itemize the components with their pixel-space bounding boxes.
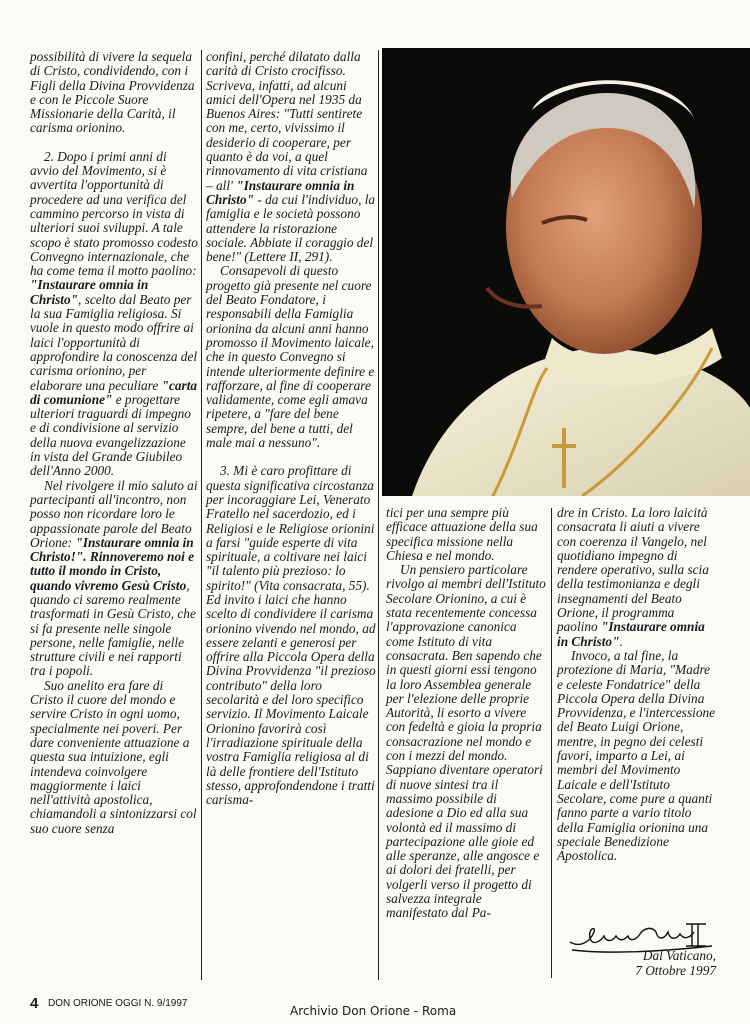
- paragraph: [30, 679, 198, 836]
- bold-text: "Instaurare omnia in Christo!". Rinnoveremo noi e tutto il mondo in Cristo, quando vivremo Gesù Cristo: [30, 534, 195, 593]
- column-rule: [551, 508, 552, 978]
- paragraph: [386, 563, 546, 920]
- paragraph: [206, 50, 376, 264]
- bold-text: "Instaurare omnia in Christo": [206, 177, 355, 207]
- text-run: confini, perché dilatato dalla carità di Cristo crocifisso. Scriveva, infatti, ad alcuni amici dell'Opera nel 1935 da Buenos Aires: "Tutti sentirete con me, certo, vivissimo il desiderio di cooperare, per quanto è da voi, a quel rinnovamento di vita cristiana – all': [206, 49, 368, 193]
- text-run: Invoco, a tal fine, la protezione di Maria, "Madre e celeste Fondatrice" della Piccola Opera della Divina Provvidenza, e l'intercessione del Beato Luigi Orione, mentre, in pegno dei celesti favori, imparto a Lei, ai membri del Movimento Laicale e dell'Istituto Secolare, come pure a quanti fanno parte a vario titolo della Famiglia orionina una speciale Benedizione Apostolica.: [557, 647, 716, 864]
- bold-text: "Instaurare omnia in Christo": [557, 619, 705, 649]
- dateline-date: 7 Ottobre 1997: [635, 963, 716, 978]
- paragraph: [30, 50, 198, 136]
- text-column-3: [386, 506, 546, 921]
- pope-photo: [382, 48, 750, 496]
- paragraph: [206, 264, 376, 450]
- paragraph: [206, 464, 376, 807]
- bold-text: "carta di comunione": [30, 377, 198, 407]
- paragraph: [30, 150, 198, 479]
- text-column-2: [206, 50, 376, 807]
- text-run: Suo anelito era fare di Cristo il cuore del mondo e servire Cristo in ogni uomo, specialmente nei poveri. Per dare conveniente attuazione a questa sua intuizione, egli intendeva coinvolgere maggiormente i laici nell'attività apostolica, chiamandoli a sintonizzarsi col suo cuore senza: [30, 677, 197, 836]
- text-run: - da cui l'individuo, la famiglia e le società possono attendere la ristorazione sociale. Abbiate il coraggio del bene!" (Lettere II, 291).: [206, 191, 376, 265]
- text-run: Nel rivolgere il mio saluto ai partecipanti all'incontro, non posso non ricordare loro le appassionate parole del Beato Orione:: [30, 477, 198, 550]
- column-rule: [201, 50, 202, 980]
- portrait-illustration: [382, 48, 750, 496]
- dateline-place: Dal Vaticano,: [642, 948, 716, 963]
- text-run: possibilità di vivere la sequela di Cristo, condividendo, con i Figli della Divina Provvidenza e con le Piccole Suore Missionarie della Carità, il carisma orionino.: [30, 49, 195, 136]
- text-run: Un pensiero particolare rivolgo ai membri dell'Istituto Secolare Orionino, a cui è stata recentemente concessa l'approvazione canonica come Istituto di vita consacrata. Ben sapendo che in questi giorni essi tengono la loro Assemblea generale per l'elezione delle proprie Autorità, li esorto a vivere con fedeltà e gioia la propria consacrazione nel mondo e con i mezzi del mondo. Sappiano diventare operatori di nuove sintesi tra il massimo possibile di adesione a Dio ed alla sua volontà ed il massimo di partecipazione alle gioie ed alle speranze, alle angosce e ai dolori dei fratelli, per volgerli verso il progetto di salvezza integrale manifestato dal Pa-: [386, 562, 546, 921]
- paragraph: [30, 479, 198, 679]
- text-run: .: [619, 633, 623, 649]
- page-number: 4: [30, 995, 39, 1012]
- text-run: 3. Mi è caro profittare di questa significativa circostanza per incoraggiare Lei, Venerato Fratello nel sacerdozio, ed i Religiosi e le Religiose orionini a farsi "guide esperte di vita spirituale, a coltivare nei laici "il talento più prezioso: lo spirito!" (Vita consacrata, 55). Ed invito i laici che hanno scelto di condividere il carisma orionino vivendo nel mondo, ad essere zelanti e generosi per offrire alla Piccola Opera della Divina Provvidenza "il prezioso contributo" della loro secolarità e del loro specifico servizio. Il Movimento Laicale Orionino favorirà così l'irradiazione spirituale della vostra Famiglia religiosa al di là delle frontiere dell'Istituto stesso, approfondendone i tratti carisma-: [206, 463, 376, 808]
- bold-text: "Instaurare omnia in Christo": [30, 277, 149, 307]
- paragraph: [557, 506, 717, 649]
- text-run: , quando ci saremo realmente trasformati in Gesù Cristo, che si fa presente nelle singole persone, nelle famiglie, nelle strutture civili e nei rapporti tra i popoli.: [30, 577, 196, 679]
- column-rule: [378, 50, 379, 980]
- magazine-issue: DON ORIONE OGGI N. 9/1997: [48, 998, 188, 1009]
- text-run: Consapevoli di questo progetto già presente nel cuore del Beato Fondatore, i responsabili della Famiglia orionina da alcuni anni hanno promosso il Movimento laicale, che in questo Convegno si intende ulteriormente definire e rafforzare, al fine di cooperare validamente, come egli amava ripetere, a "fare del bene sempre, del bene a tutti, del male mai a nessuno".: [206, 263, 375, 451]
- text-run: 2. Dopo i primi anni di avvio del Movimento, si è avvertita l'opportunità di procedere ad una verifica del cammino percorso in vista di ulteriori suoi sviluppi. A tale scopo è stato promosso codesto Convegno internazionale, che ha come tema il motto paolino:: [30, 148, 198, 279]
- dateline: [560, 948, 716, 978]
- text-column-1: [30, 50, 198, 836]
- archive-watermark: Archivio Don Orione - Roma: [290, 1004, 457, 1018]
- paragraph: [557, 649, 717, 863]
- text-column-4: [557, 506, 717, 863]
- text-run: tici per una sempre più efficace attuazione della sua specifica missione nella Chiesa e nel mondo.: [386, 505, 538, 563]
- paragraph: [386, 506, 546, 563]
- text-run: , scelto dal Beato per la sua Famiglia religiosa. Si vuole in questo modo offrire ai laici l'opportunità di approfondire la conoscenza del carisma orionino, per elaborare una peculiare: [30, 291, 198, 393]
- text-run: e progettare ulteriori traguardi di impegno e di condivisione al servizio della nuova evangelizzazione in vista del Grande Giubileo dell'Anno 2000.: [30, 391, 191, 479]
- text-run: dre in Cristo. La loro laicità consacrata li aiuti a vivere con coerenza il Vangelo, nel quotidiano impegno di rendere operativo, sulla scia della testimonianza e degli insegnamenti del Beato Orione, il programma paolino: [557, 505, 709, 635]
